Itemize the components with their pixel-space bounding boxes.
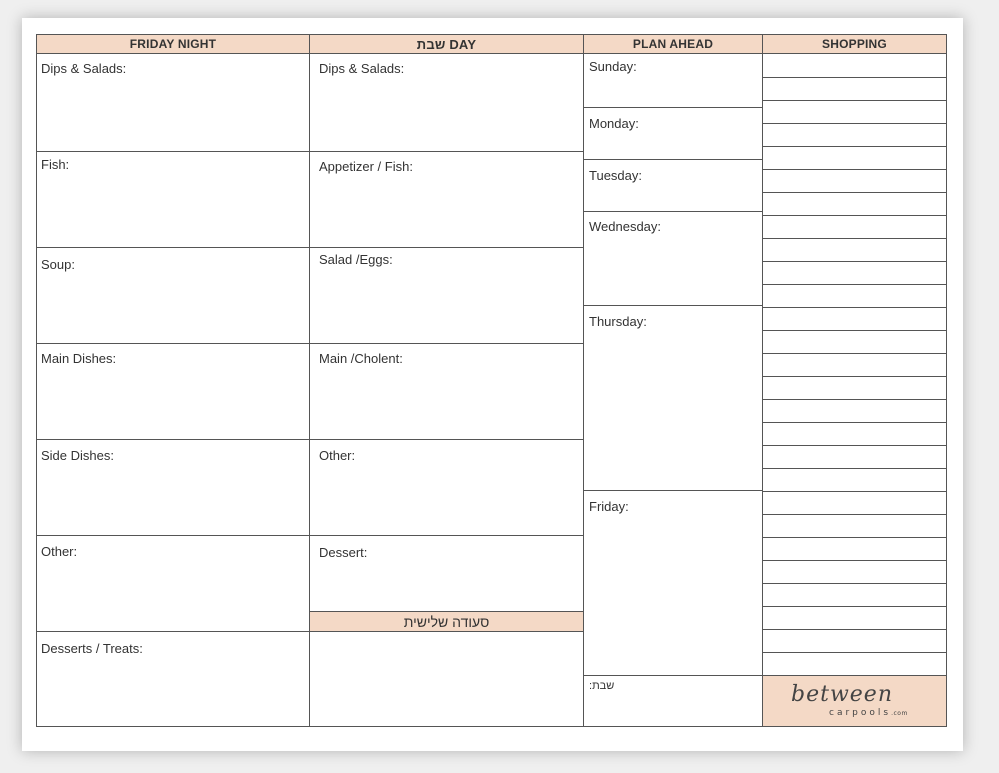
shopping-line: [763, 146, 946, 147]
fn-fish[interactable]: Fish:: [37, 151, 309, 247]
shopping-line: [763, 560, 946, 561]
pa-thursday[interactable]: Thursday:: [584, 305, 762, 490]
sd-seudah-shlishit[interactable]: [310, 632, 583, 726]
shopping-line: [763, 192, 946, 193]
sd-appetizer-fish[interactable]: Appetizer / Fish:: [310, 151, 583, 247]
shopping-line: [763, 537, 946, 538]
sd-salad-eggs[interactable]: Salad /Eggs:: [310, 247, 583, 343]
header-friday-night: FRIDAY NIGHT: [36, 34, 310, 54]
pa-wednesday[interactable]: Wednesday:: [584, 211, 762, 305]
fn-other[interactable]: Other:: [37, 535, 309, 631]
shopping-line: [763, 376, 946, 377]
header-seudah-shlishit: סעודה שלישית: [310, 611, 583, 632]
header-plan-ahead: PLAN AHEAD: [583, 34, 763, 54]
shopping-line: [763, 238, 946, 239]
logo-carpools: carpools.com: [829, 708, 908, 718]
shopping-list-lines[interactable]: [763, 54, 946, 675]
pa-tuesday[interactable]: Tuesday:: [584, 159, 762, 211]
pa-monday[interactable]: Monday:: [584, 107, 762, 159]
shopping-line: [763, 77, 946, 78]
shopping-line: [763, 468, 946, 469]
fn-main-dishes[interactable]: Main Dishes:: [37, 343, 309, 439]
fn-desserts-treats[interactable]: Desserts / Treats:: [37, 631, 309, 726]
shopping-line: [763, 100, 946, 101]
sd-main-cholent[interactable]: Main /Cholent:: [310, 343, 583, 439]
logo-box: [763, 675, 946, 726]
shopping-line: [763, 606, 946, 607]
shopping-line: [763, 514, 946, 515]
shopping-line: [763, 583, 946, 584]
shopping-line: [763, 284, 946, 285]
shabbat-day-column: [309, 53, 584, 727]
shopping-line: [763, 169, 946, 170]
shopping-line: [763, 422, 946, 423]
plan-ahead-column: [583, 53, 763, 727]
shopping-line: [763, 399, 946, 400]
shopping-line: [763, 330, 946, 331]
pa-shabbat[interactable]: :שבת: [584, 675, 762, 726]
pa-sunday[interactable]: Sunday:: [589, 59, 637, 74]
shopping-line: [763, 652, 946, 653]
friday-night-column: [36, 53, 310, 727]
shopping-line: [763, 215, 946, 216]
fn-soup[interactable]: Soup:: [37, 247, 309, 343]
pa-friday[interactable]: Friday:: [584, 490, 762, 675]
shopping-line: [763, 261, 946, 262]
shopping-line: [763, 353, 946, 354]
header-shopping: SHOPPING: [762, 34, 947, 54]
shopping-line: [763, 629, 946, 630]
sd-dips-salads[interactable]: Dips & Salads:: [319, 61, 405, 76]
shopping-line: [763, 307, 946, 308]
fn-dips-salads[interactable]: Dips & Salads:: [41, 61, 127, 76]
shopping-line: [763, 445, 946, 446]
sd-dessert[interactable]: Dessert:: [310, 535, 583, 611]
shopping-line: [763, 491, 946, 492]
sd-other[interactable]: Other:: [310, 439, 583, 535]
logo-between: between: [791, 682, 893, 707]
shopping-column: [762, 53, 947, 727]
header-shabbat-day: שבת DAY: [309, 34, 584, 54]
shopping-line: [763, 123, 946, 124]
fn-side-dishes[interactable]: Side Dishes:: [37, 439, 309, 535]
